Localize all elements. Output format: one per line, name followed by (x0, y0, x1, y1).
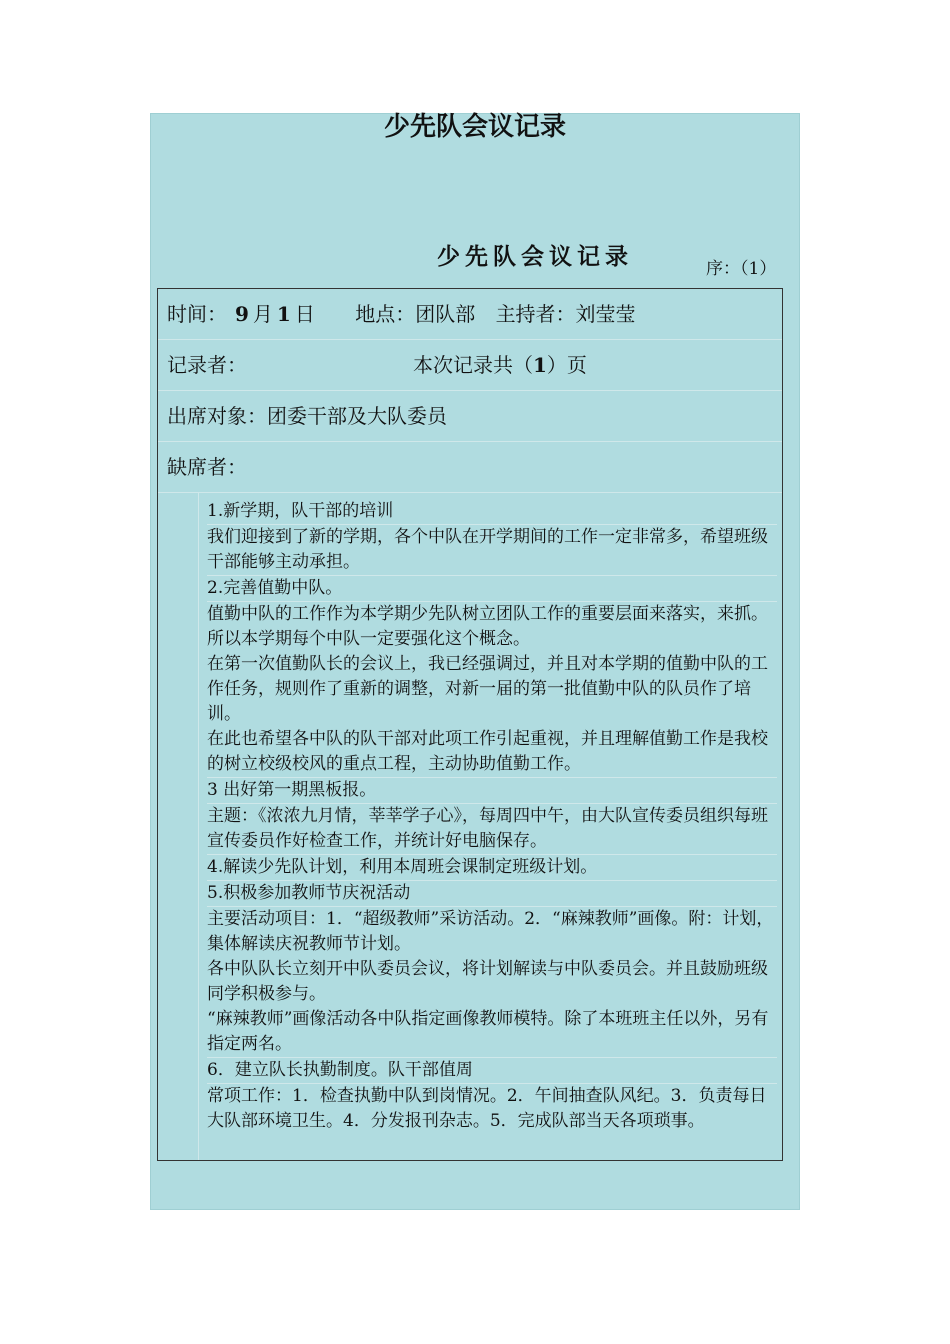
row-absentees (158, 442, 782, 493)
content-item: 1.新学期，队干部的培训 (207, 499, 777, 525)
content-item: 2.完善值勤中队。 (207, 576, 777, 602)
row-attendees (158, 391, 782, 442)
content-item: “麻辣教师”画像活动各中队指定画像教师模特。除了本班班主任以外，另有指定两名。 (207, 1007, 777, 1058)
content-item: 4.解读少先队计划，利用本周班会课制定班级计划。 (207, 855, 777, 881)
content-item: 在第一次值勤队长的会议上，我已经强调过，并且对本学期的值勤中队的工作任务，规则作了重新的调整，对新一届的第一批值勤中队的队员作了培训。 (207, 654, 768, 724)
content-item: 我们迎接到了新的学期，各个中队在开学期间的工作一定非常多，希望班级干部能够主动承担。 (207, 525, 777, 576)
row-recorder (158, 340, 782, 391)
host: 主持者：刘莹莹 (495, 302, 636, 326)
content-item: 6．建立队长执勤制度。队干部值周 (207, 1058, 777, 1084)
pages-number: 1 (533, 353, 547, 377)
content-item: 在此也希望各中队的队干部对此项工作引起重视，并且理解值勤工作是我校的树立校级校风的重点工程，主动协助值勤工作。 (207, 727, 777, 778)
content-items (207, 499, 777, 1134)
content-item: 5.积极参加教师节庆祝活动 (207, 881, 777, 907)
row-time-place-host (158, 289, 782, 340)
record-table (157, 288, 783, 1161)
content-item: 值勤中队的工作作为本学期少先队树立团队工作的重要层面来落实，来抓。所以本学期每个中队一定要强化这个概念。 (207, 604, 768, 649)
content-item: 3 出好第一期黑板报。 (207, 778, 777, 804)
attendees: 出席对象：团委干部及大队委员 (167, 404, 447, 428)
time-day-unit: 日 (294, 302, 315, 326)
pages-suffix: ）页 (546, 353, 587, 377)
place: 地点：团队部 (355, 302, 476, 326)
absentees: 缺席者： (167, 455, 247, 479)
time-month-unit: 月 (252, 302, 273, 326)
content-gutter (158, 493, 199, 1160)
meeting-content (158, 493, 782, 1160)
pages-prefix: 本次记录共（ (413, 353, 533, 377)
content-item: 主要活动项目：1．“超级教师”采访活动。2．“麻辣教师”画像。附：计划，集体解读庆祝教师节计划。 (207, 909, 774, 954)
time-month: 9 (235, 302, 249, 326)
content-item: 各中队队长立刻开中队委员会议，将计划解读与中队委员会。并且鼓励班级同学积极参与。 (207, 959, 768, 1004)
time-label: 时间： (167, 302, 227, 326)
content-item: 常项工作：1．检查执勤中队到岗情况。2．午间抽查队风纪。3．负责每日大队部环境卫生。4．分发报刊杂志。5．完成队部当天各项琐事。 (207, 1086, 767, 1131)
content-item: 主题：《浓浓九月情，莘莘学子心》，每周四中午，由大队宣传委员组织每班宣传委员作好检查工作，并统计好电脑保存。 (207, 804, 777, 855)
recorder: 记录者： (167, 353, 247, 377)
main-title: 少先队会议记录 (383, 112, 566, 142)
time-day: 1 (276, 302, 291, 326)
serial-number: 序：（1） (706, 259, 777, 279)
sub-title: 少先队会议记录 (437, 243, 633, 270)
